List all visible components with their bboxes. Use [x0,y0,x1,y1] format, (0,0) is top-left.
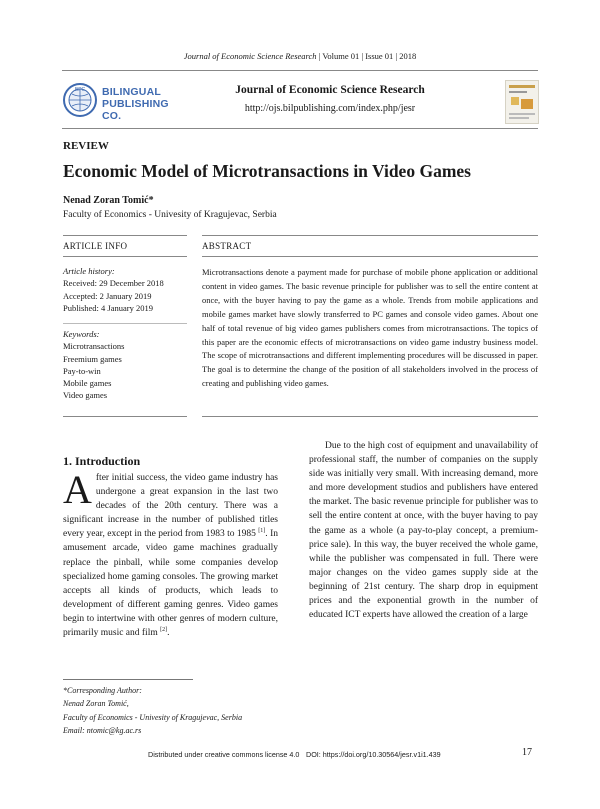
intro-text-part2: . In amusement arcade, video game machines gradually replace the pinball, while some companies develop specialized home gaming consoles. The growing market accepts all kinds of products, which leads to development of different gaming genres. Video games begin to intertwine with other genres of modern culture, primarily music and film [63,529,278,639]
keywords-block [63,328,187,402]
publisher-logo [62,80,172,120]
logo-text-line2: PUBLISHING CO. [102,98,169,122]
article-info-mid-rule [63,256,187,257]
footnote-name: Nenad Zoran Tomić, [63,699,129,709]
history-label: Article history: [63,266,115,276]
abstract-mid-rule [202,256,538,257]
doi-link[interactable]: DOI: https://doi.org/10.30564/jesr.v1i1.439 [306,750,441,759]
published-date: Published: 4 January 2019 [63,302,153,313]
running-header-journal: Journal of Economic Science Research [183,51,317,61]
author-affiliation: Faculty of Economics - Univesity of Kragujevac, Serbia [63,210,277,220]
keyword-item: Microtransactions [63,341,125,352]
footnote-email[interactable]: Email: ntomic@kg.ac.rs [63,725,142,735]
running-header-issue: | Volume 01 | Issue 01 | 2018 [316,51,417,61]
article-type: REVIEW [63,140,109,152]
journal-title: Journal of Economic Science Research [235,84,425,96]
footnote-label: *Corresponding Author: [63,686,142,695]
intro-right-paragraph: Due to the high cost of equipment and unavailability of professional staff, the number of companies on the supply side was initially very small. With increasing demand, more and more development studios and publishers have entered the market. The basic revenue principle for publisher was to sell the entire content at once, with the buyer having to pay the game as a whole (a pay-to-play concept, a premium-price sale). In this way, the buyer received the whole game, while the publisher was compensated in full. There were major changes on the video games supply side at the beginning of 21st century. The sharp drop in equipment prices and the exponential growth in the number of educated ICT experts have allowed the creation of a large [309,441,538,621]
cover-icon [506,81,538,123]
keyword-item: Mobile games [63,378,112,389]
abstract-heading: ABSTRACT [202,241,252,251]
corresponding-author-footnote [63,684,242,737]
keyword-item: Pay-to-win [63,365,101,376]
license-text: Distributed under creative commons license 4.0 [148,750,300,759]
page-number: 17 [522,747,532,758]
abstract-text: Microtransactions denote a payment made for purchase of mobile phone application or additional content in video games. The basic revenue principle for publisher was to sell the entire content at once, with the buyer having to pay the game as a whole. Trends from mobile applications and mobile games market have slowly transferred to PC games and console video games. About one half of total revenue of big video games publishers comes from microtransactions. The topics of this paper are the economic effects of microtransactions on video game industry business model. The scope of microtransactions and different implementing procedures will be discussed in paper. The goal is to determine the change of the position of all stakeholders involved in the process of creating and publishing video games. [202,267,538,389]
intro-text-part1: fter initial success, the video game industry has undergone a great expansion in the last two decades of the 20th century. There was a significant increase in the number of published titles every year, except in the period from 1983 to 1985 [63,473,278,540]
drop-cap: A [63,467,92,512]
footnote-affiliation: Faculty of Economics - Univesity of Kragujevac, Serbia [63,712,243,722]
introduction-right-column [309,439,538,622]
publisher-globe-icon [62,82,98,118]
author-name: Nenad Zoran Tomić* [63,195,154,206]
keyword-item: Freemium games [63,353,122,364]
accepted-date: Accepted: 2 January 2019 [63,290,152,301]
logo-mark-text: BPC [74,87,86,93]
header-bottom-rule [62,128,538,129]
logo-text-line1: BILINGUAL [102,86,161,98]
abstract-top-rule [202,235,538,236]
article-title: Economic Model of Microtransactions in Video Games [63,161,471,181]
introduction-left-column [63,467,278,640]
article-info-top-rule [63,235,187,236]
footnote-rule [63,679,193,680]
received-date: Received: 29 December 2018 [63,278,164,289]
citation-ref[interactable]: [1] [258,528,266,535]
article-info-bottom-rule [63,416,187,417]
abstract-bottom-rule [202,416,538,417]
intro-text-part3: . [167,628,170,639]
introduction-heading: 1. Introduction [63,454,141,468]
header-top-rule [62,70,538,71]
keyword-item: Video games [63,390,108,401]
article-history [63,265,187,314]
running-header [0,51,600,61]
article-info-heading: ARTICLE INFO [63,241,128,251]
journal-cover-thumbnail [505,80,539,124]
keywords-rule [63,323,187,324]
journal-url[interactable]: http://ojs.bilpublishing.com/index.php/jesr [244,103,416,114]
keywords-label: Keywords: [63,329,100,339]
citation-ref[interactable]: [2] [160,626,168,633]
